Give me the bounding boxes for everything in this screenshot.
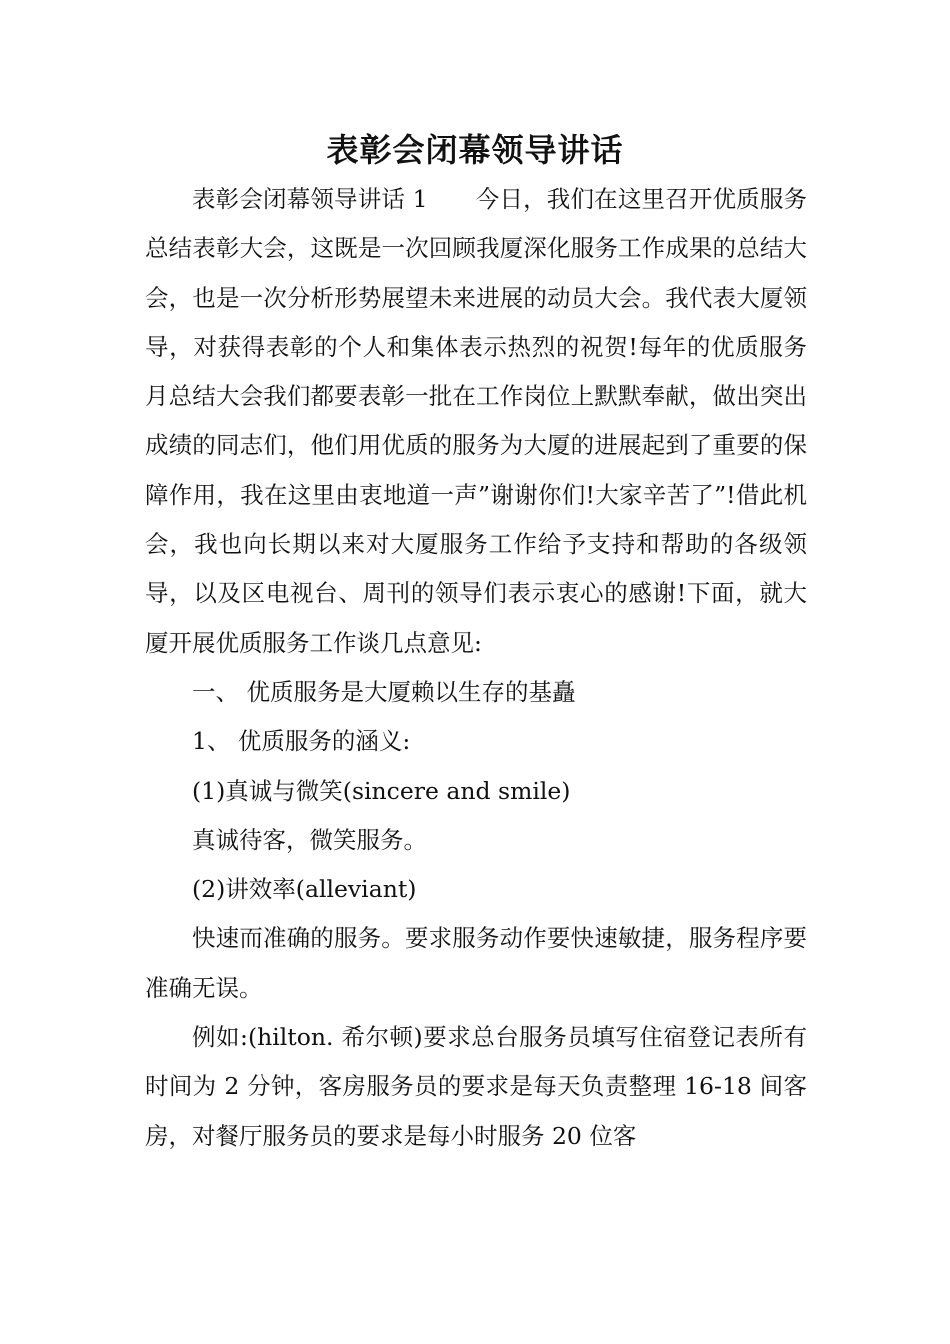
document-body <box>145 175 807 1161</box>
intro-heading: 表彰会闭幕领导讲话 1 <box>192 185 428 213</box>
section-heading-1: 一、 优质服务是大厦赖以生存的基矗 <box>192 677 576 706</box>
document-title: 表彰会闭幕领导讲话 <box>326 131 624 169</box>
subsection-heading-1: 1、 优质服务的涵义: <box>192 727 411 756</box>
item-text-1: 真诚待客，微笑服务。 <box>192 825 427 854</box>
paragraph-intro <box>145 175 807 668</box>
intro-text: 今日，我们在这里召开优质服务总结表彰大会，这既是一次回顾我厦深化服务工作成果的总结大会，也是一次分析形势展望未来进展的动员大会。我代表大厦领导，对获得表彰的个人和集体表示热烈的祝贺!每年的优质服务月总结大会我们都要表彰一批在工作岗位上默默奉献，做出突出成绩的同志们，他们用优质的服务为大厦的进展起到了重要的保障作用，我在这里由衷地道一声”谢谢你们!大家辛苦了”!借此机会，我也向长期以来对大厦服务工作给予支持和帮助的各级领导，以及区电视台、周刊的领导们表示衷心的感谢!下面，就大厦开展优质服务工作谈几点意见: <box>145 185 808 657</box>
item-heading-2: (2)讲效率(alleviant) <box>192 875 417 904</box>
item-text-2: 快速而准确的服务。要求服务动作要快速敏捷，服务程序要准确无误。 <box>145 924 807 1002</box>
example-paragraph: 例如:(hilton. 希尔顿)要求总台服务员填写住宿登记表所有时间为 2 分钟，客房服务员的要求是每天负责整理 16-18 间客房，对餐厅服务员的要求是每小时服务 20 位客 <box>145 1023 807 1150</box>
item-heading-1: (1)真诚与微笑(sincere and smile) <box>192 776 571 805</box>
